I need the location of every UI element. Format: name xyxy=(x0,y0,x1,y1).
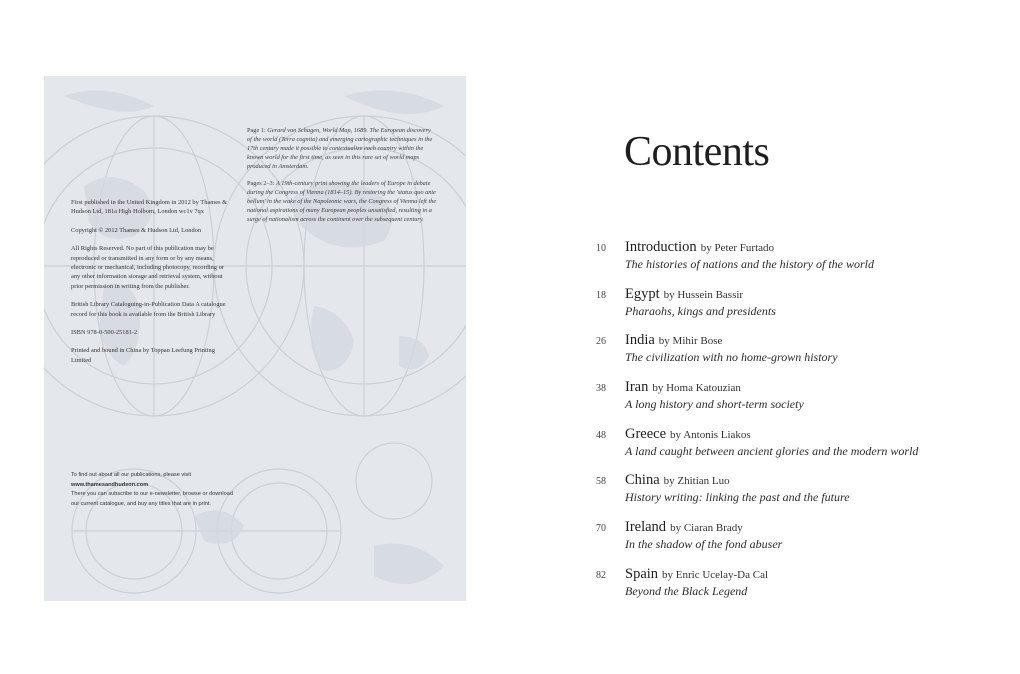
toc-page-number: 26 xyxy=(596,336,606,348)
toc-heading xyxy=(625,518,743,536)
toc-subtitle: Pharaohs, kings and presidents xyxy=(625,303,776,318)
toc-entry[interactable] xyxy=(596,425,976,472)
toc-heading xyxy=(625,565,768,583)
toc-chapter-title: India xyxy=(625,332,655,349)
toc-entry[interactable] xyxy=(596,518,976,565)
map-caption xyxy=(247,126,437,232)
toc-page-number: 48 xyxy=(596,429,606,441)
copyright-notice: Copyright © 2012 Thames & Hudson Ltd, London xyxy=(71,226,202,234)
toc-author: by Peter Furtado xyxy=(700,242,775,254)
toc-page-number: 70 xyxy=(596,523,606,535)
toc-entry[interactable] xyxy=(596,565,976,612)
toc-chapter-title: Ireland xyxy=(625,519,667,536)
toc-page-number: 18 xyxy=(596,289,606,301)
toc-subtitle: A long history and short-term society xyxy=(625,397,804,412)
website-link[interactable]: www.thamesandhudson.com xyxy=(71,481,149,488)
website-notice xyxy=(71,471,236,509)
website-intro: To find out about all our publications, please visit xyxy=(71,472,192,478)
copyright-page xyxy=(44,76,466,601)
toc-subtitle: The histories of nations and the history of the world xyxy=(625,257,875,271)
toc-chapter-title: Introduction xyxy=(625,239,697,255)
toc-heading xyxy=(625,285,743,303)
isbn: ISBN 978-0-500-25181-2 xyxy=(71,329,138,337)
caption-text: A 19th-century print showing the leaders of Europe in debate during the Congress of Vienna (1814–15). By restoring the 'status quo ante bellum' in the wake of the Napoleonic wars, the Congress of Vienna left the national aspirations of many European peoples unsatisfied, resulting in a surge of nationalism across the continent over the subsequent century. xyxy=(247,180,437,223)
toc-heading xyxy=(625,238,774,256)
page-title: Contents xyxy=(624,129,770,175)
printer-info: Printed and bound in China by Toppan Leefung Printing Limited xyxy=(71,347,215,364)
toc-entry[interactable] xyxy=(596,238,976,285)
toc-chapter-title: Greece xyxy=(625,425,667,442)
toc-heading xyxy=(625,378,741,396)
toc-chapter-title: Egypt xyxy=(625,285,660,302)
cataloguing-data: British Library Cataloguing-in-Publication Data A catalogue record for this book is available from the British Library xyxy=(71,301,226,318)
caption-text: Gerard van Schagen, World Map, 1689. The European discovery of the world (Terra cognita) and emerging cartographic techniques in the 17th century made it possible to contextualize each country within the known world for the first time, as seen in this rare set of world maps produced in Amsterdam. xyxy=(247,127,433,170)
toc-entry[interactable] xyxy=(596,471,976,518)
website-outro: There you can subscribe to our e-newsletter, browse or download our current catalogue, and buy any titles that are in print. xyxy=(71,491,233,507)
toc-author: by Homa Katouzian xyxy=(652,382,741,395)
toc-page-number: 38 xyxy=(596,383,606,395)
toc-author: by Hussein Bassir xyxy=(663,288,744,301)
toc-author: by Mihir Bose xyxy=(658,335,723,348)
toc-author: by Enric Ucelay-Da Cal xyxy=(662,568,769,581)
toc-subtitle: Beyond the Black Legend xyxy=(625,583,748,598)
caption-lead: Pages 2–3: xyxy=(247,180,275,187)
toc-author: by Ciaran Brady xyxy=(670,522,743,535)
imprint-block xyxy=(71,198,231,374)
toc-author: by Zhitian Luo xyxy=(663,475,730,488)
toc-subtitle: In the shadow of the fond abuser xyxy=(625,537,783,552)
rights-notice: All Rights Reserved. No part of this publication may be reproduced or transmitted in any form or by any means, electronic or mechanical, including photocopy, recording or any other information storage and retrieval system, without prior permission in writing from the publisher. xyxy=(71,245,224,290)
toc-page-number: 82 xyxy=(596,569,606,581)
toc-entry[interactable] xyxy=(596,331,976,378)
toc-chapter-title: Iran xyxy=(625,379,649,396)
toc-author: by Antonis Liakos xyxy=(670,428,751,441)
toc-heading xyxy=(625,471,730,489)
toc-chapter-title: China xyxy=(625,472,660,489)
toc-page-number: 10 xyxy=(596,243,606,254)
toc-page-number: 58 xyxy=(596,476,606,488)
toc-heading xyxy=(625,331,722,349)
publication-info: First published in the United Kingdom in 2012 by Thames & Hudson Ltd, 181a High Holborn, London wc1v 7qx xyxy=(71,199,228,216)
toc-heading xyxy=(625,425,751,443)
caption-lead: Page 1: xyxy=(247,127,266,134)
toc-entry[interactable] xyxy=(596,378,976,425)
toc-entry[interactable] xyxy=(596,285,976,332)
toc-chapter-title: Spain xyxy=(625,565,659,582)
table-of-contents xyxy=(596,238,976,612)
toc-subtitle: History writing: linking the past and the future xyxy=(625,490,850,505)
toc-subtitle: The civilization with no home-grown history xyxy=(625,350,838,365)
toc-subtitle: A land caught between ancient glories and the modern world xyxy=(625,443,919,458)
